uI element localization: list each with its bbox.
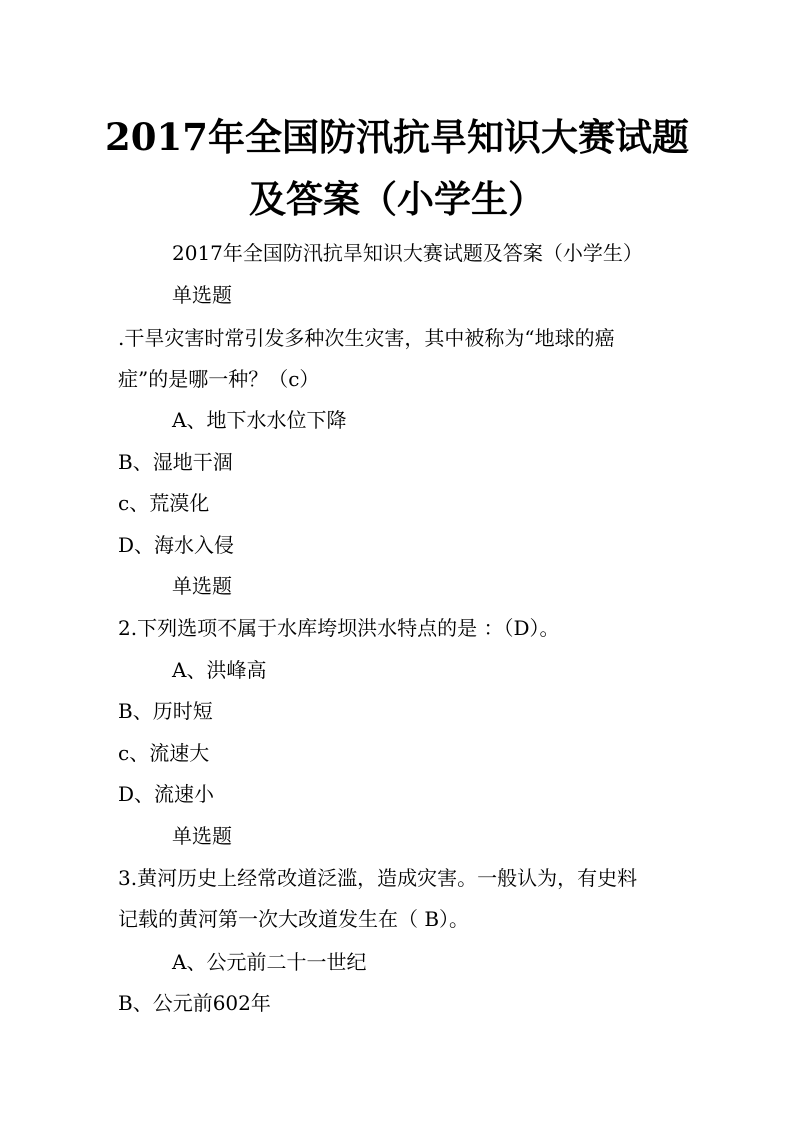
question-type-label: 单选题 [172, 824, 232, 848]
option-d: D、海水入侵 [118, 533, 235, 557]
option-a: A、公元前二十一世纪 [172, 950, 367, 974]
document-title-line1: 2017年全国防汛抗旱知识大赛试题 [105, 115, 689, 159]
question-text: .干旱灾害时常引发多种次生灾害，其中被称为“地球的癌 [118, 326, 615, 350]
option-c: c、流速大 [118, 741, 210, 765]
option-a: A、洪峰高 [172, 658, 267, 682]
question-text-continued: 记载的黄河第一次大改道发生在（ B）。 [118, 907, 470, 931]
option-a: A、地下水水位下降 [172, 408, 347, 432]
question-type-label: 单选题 [172, 574, 232, 598]
document-subtitle: 2017年全国防汛抗旱知识大赛试题及答案（小学生） [172, 241, 643, 265]
option-b: B、公元前602年 [118, 991, 271, 1015]
question-text: 3.黄河历史上经常改道泛滥，造成灾害。一般认为，有史料 [118, 866, 638, 890]
option-b: B、湿地干涸 [118, 450, 233, 474]
option-b: B、历时短 [118, 699, 213, 723]
option-c: c、荒漠化 [118, 491, 210, 515]
question-type-label: 单选题 [172, 283, 232, 307]
document-title-line2: 及答案（小学生） [249, 177, 545, 221]
question-text-continued: 症”的是哪一种？（c） [118, 367, 320, 391]
option-d: D、流速小 [118, 782, 215, 806]
question-text: 2.下列选项不属于水库垮坝洪水特点的是 ：（D）。 [118, 616, 560, 640]
